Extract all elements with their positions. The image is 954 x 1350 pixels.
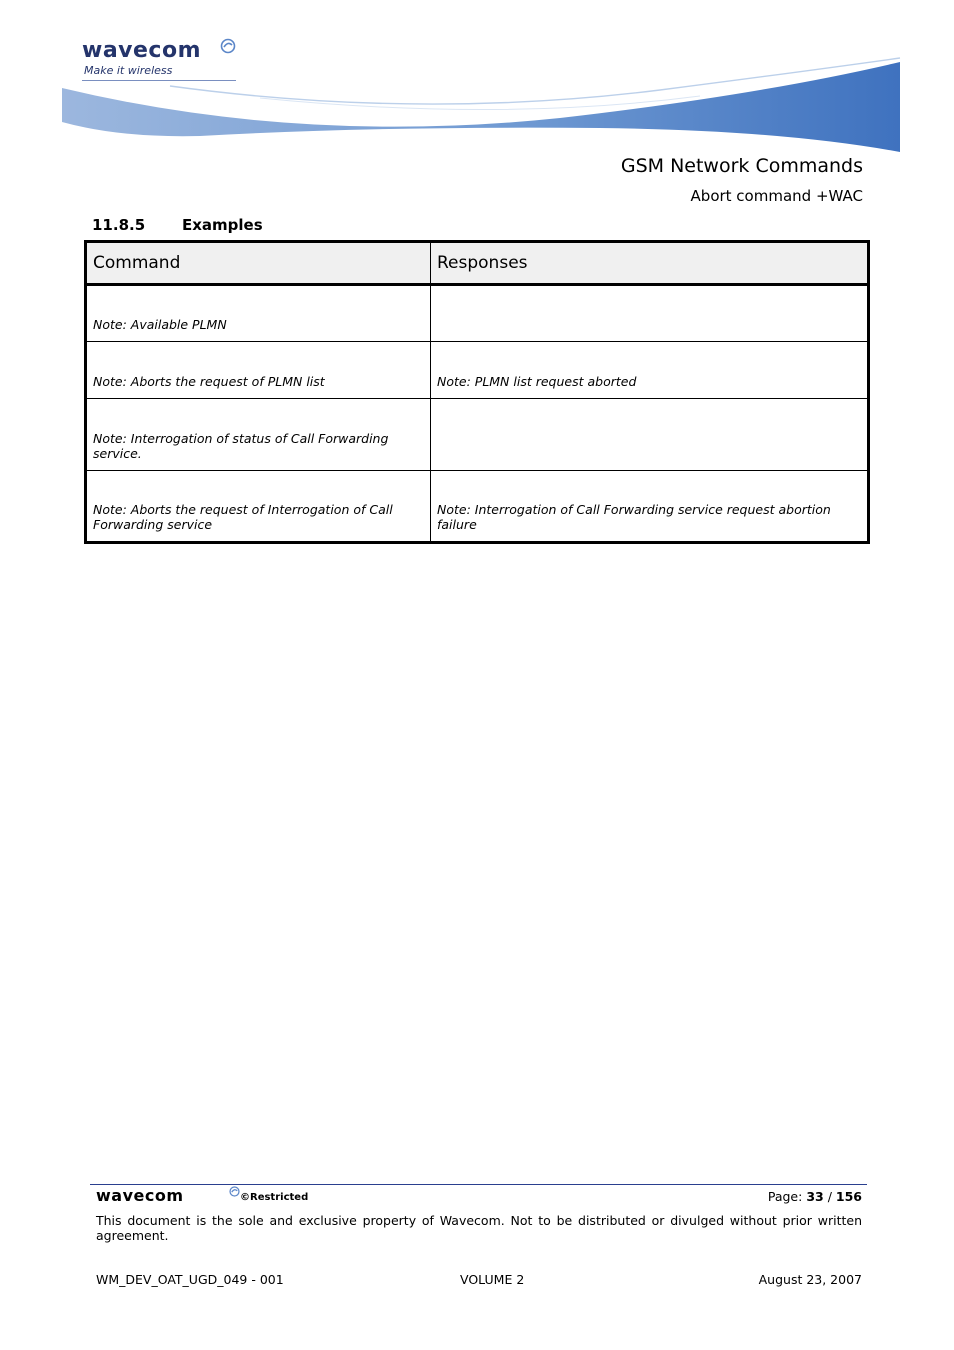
command-cell: Note: Aborts the request of PLMN list bbox=[86, 342, 431, 399]
footer-rule bbox=[90, 1184, 867, 1185]
section-heading bbox=[92, 216, 263, 234]
command-cell: Note: Aborts the request of Interrogation of Call Forwarding service bbox=[86, 471, 431, 543]
chapter-title: GSM Network Commands bbox=[620, 155, 863, 177]
command-column-header: Command bbox=[86, 242, 431, 285]
response-cell bbox=[431, 285, 869, 342]
response-cell: Note: PLMN list request aborted bbox=[431, 342, 869, 399]
page-label: Page: bbox=[767, 1189, 803, 1204]
section-title: Examples bbox=[182, 216, 263, 234]
header-wave-banner bbox=[0, 50, 954, 160]
command-cell: Note: Available PLMN bbox=[86, 285, 431, 342]
document-date: August 23, 2007 bbox=[758, 1272, 862, 1287]
table-row bbox=[86, 399, 869, 471]
table-header-row bbox=[86, 242, 869, 285]
response-cell bbox=[431, 399, 869, 471]
page-total: 156 bbox=[835, 1189, 862, 1204]
brand-wordmark: wavecom bbox=[82, 38, 202, 63]
page-separator: / bbox=[827, 1189, 832, 1204]
examples-table bbox=[84, 240, 870, 544]
page-current: 33 bbox=[806, 1189, 824, 1204]
brand-tagline: Make it wireless bbox=[84, 64, 173, 77]
footer-brand-wordmark: wavecom bbox=[96, 1186, 184, 1205]
confidentiality-notice: This document is the sole and exclusive property of Wavecom. Not to be distributed or divulged without prior written agreement. bbox=[96, 1213, 862, 1243]
response-cell: Note: Interrogation of Call Forwarding service request abortion failure bbox=[437, 502, 831, 532]
table-row bbox=[86, 342, 869, 399]
table-row bbox=[86, 285, 869, 342]
restricted-label: ©Restricted bbox=[240, 1192, 309, 1203]
volume-label: VOLUME 2 bbox=[460, 1272, 525, 1287]
section-number: 11.8.5 bbox=[92, 216, 146, 234]
footer-swirl-icon bbox=[229, 1186, 240, 1197]
responses-column-header: Responses bbox=[431, 242, 869, 285]
table-row bbox=[86, 471, 869, 543]
section-subtitle: Abort command +WAC bbox=[690, 187, 863, 205]
page-indicator bbox=[768, 1189, 862, 1204]
command-cell: Note: Interrogation of status of Call Forwarding service. bbox=[86, 399, 431, 471]
document-reference: WM_DEV_OAT_UGD_049 - 001 bbox=[96, 1272, 284, 1287]
